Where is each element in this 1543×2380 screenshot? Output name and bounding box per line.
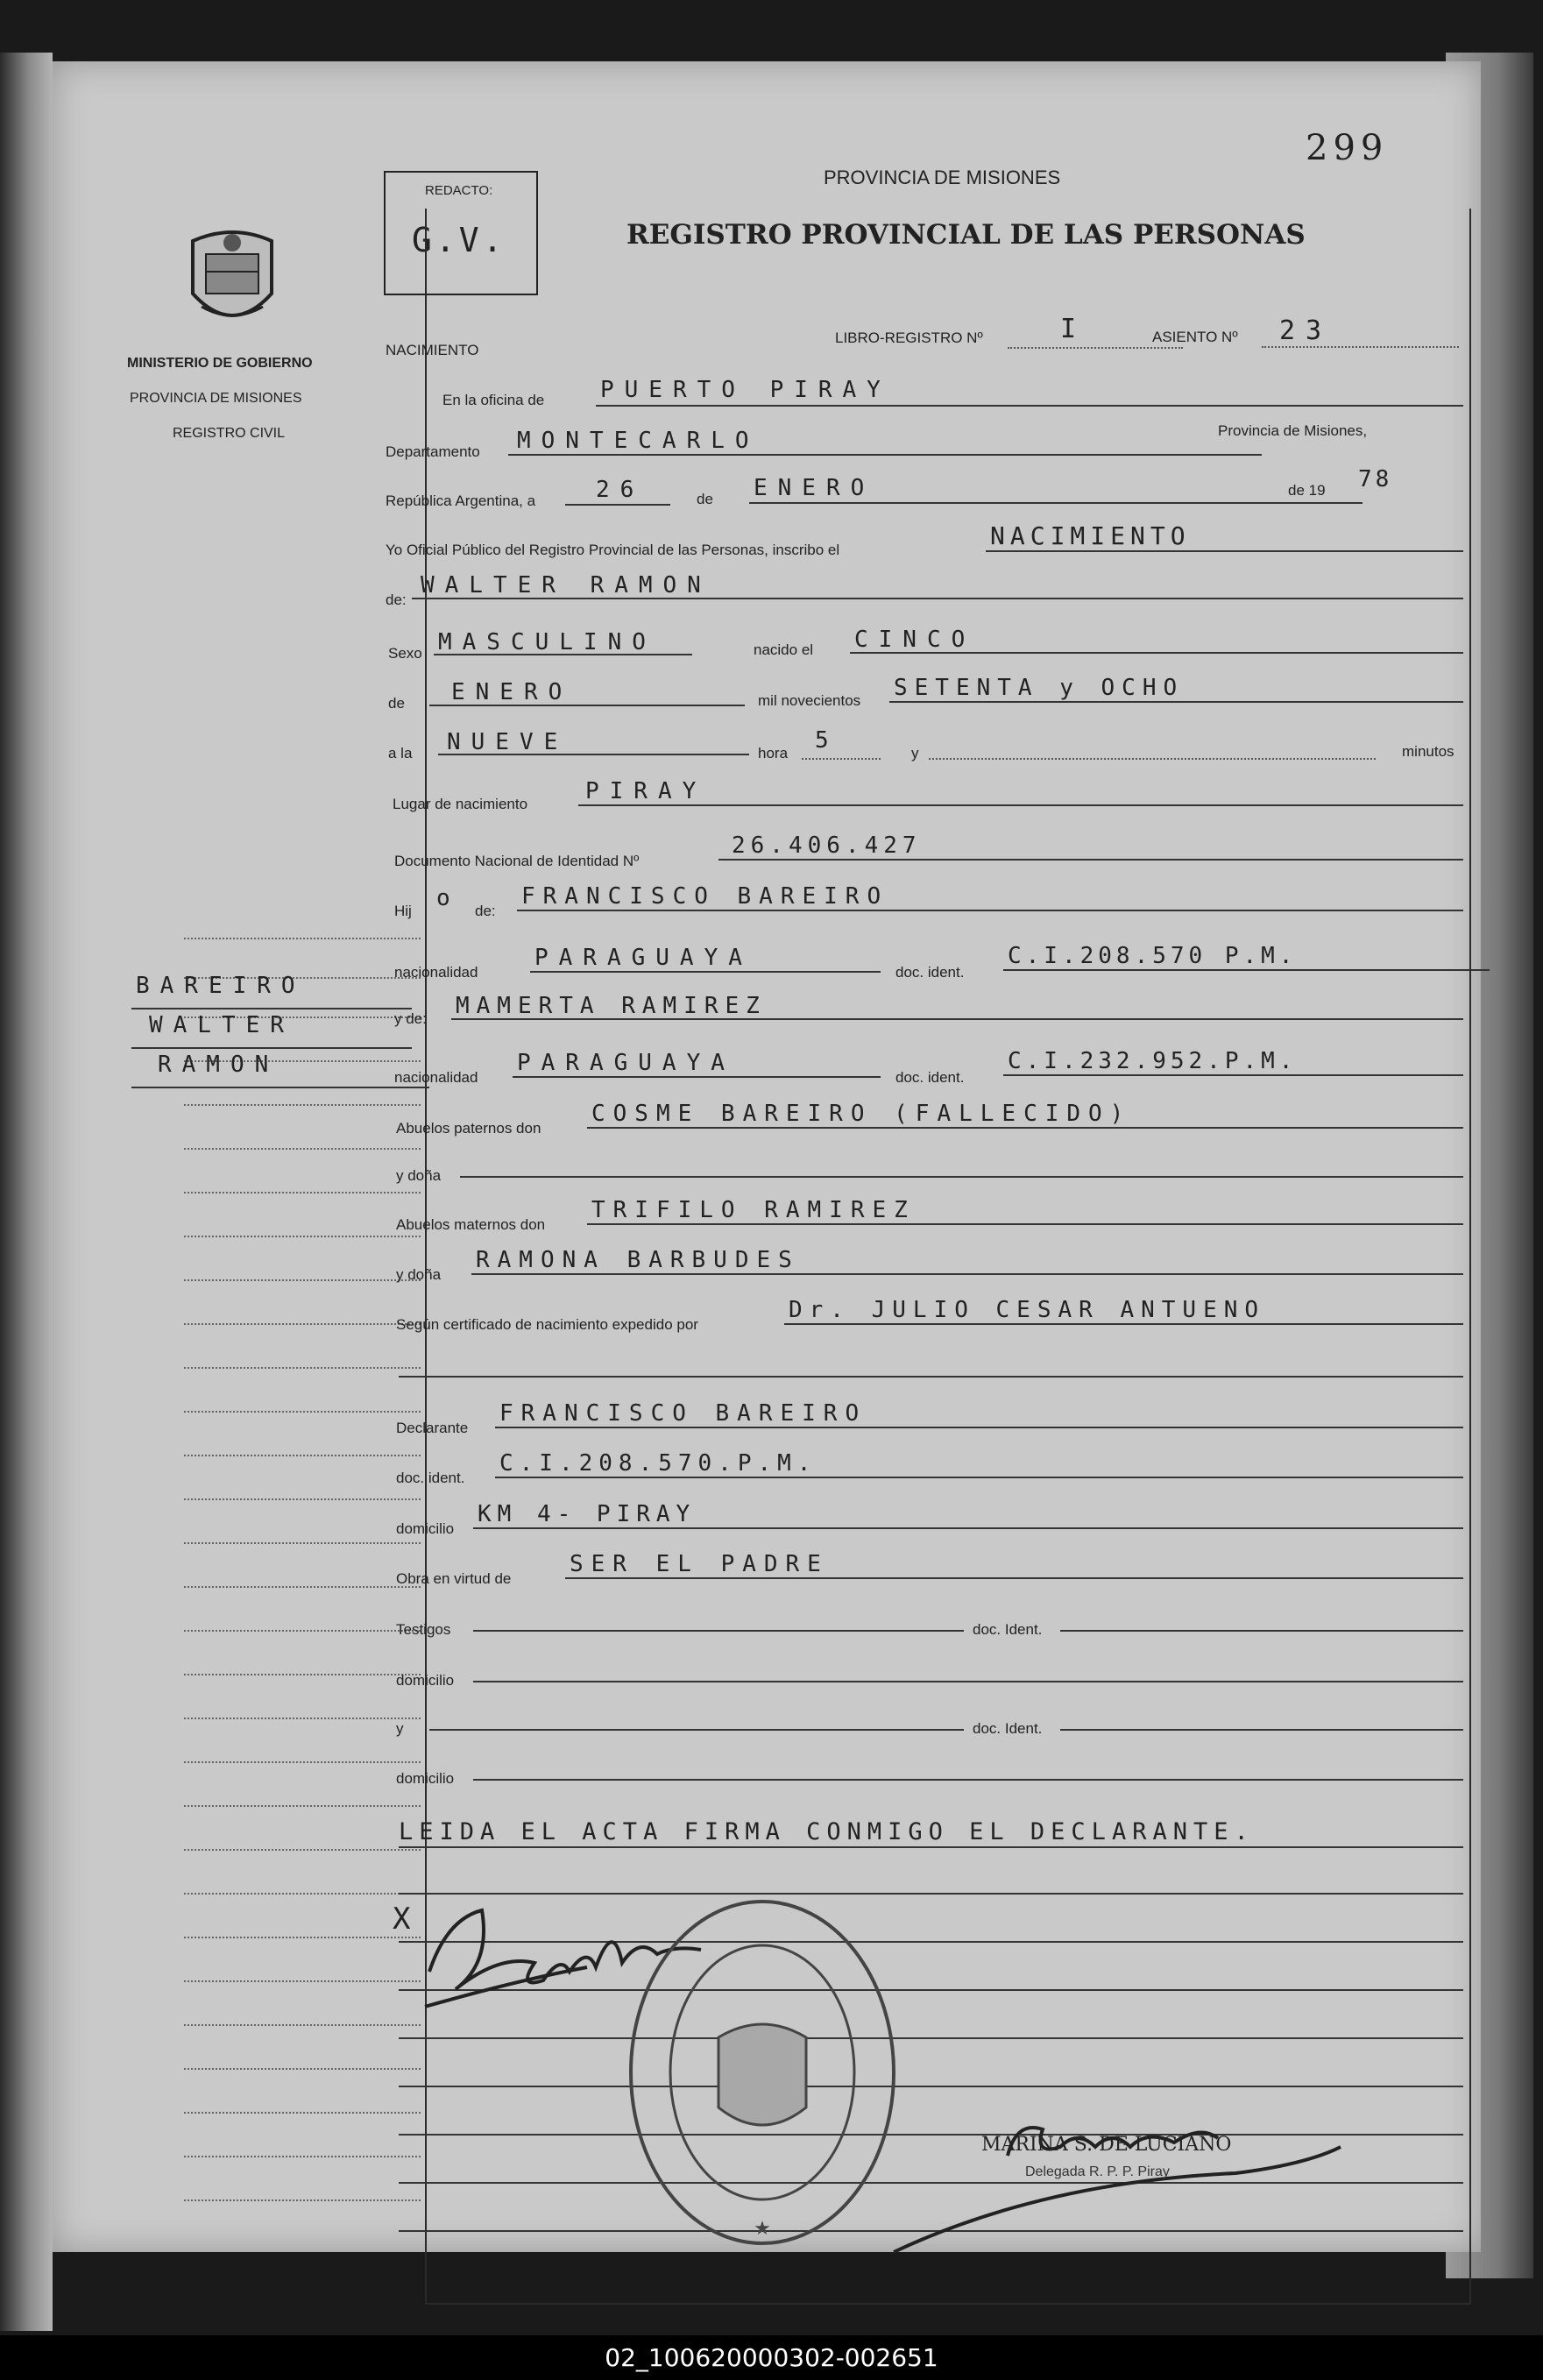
margin-line <box>184 938 421 939</box>
ala-label: a la <box>388 745 413 761</box>
margin-line <box>184 1674 421 1675</box>
lugar-label: Lugar de nacimiento <box>393 796 528 812</box>
obra-label: Obra en virtud de <box>396 1570 512 1587</box>
testigos-docident-label: doc. Ident. <box>973 1621 1043 1638</box>
domicilio-label: domicilio <box>396 1520 455 1537</box>
asiento-label: ASIENTO Nº <box>1152 329 1238 345</box>
margin-line <box>184 1411 421 1413</box>
provincia-label: Provincia de Misiones, <box>1218 422 1368 439</box>
declarante-value: FRANCISCO BAREIRO <box>499 1400 867 1427</box>
book-spine <box>0 53 53 2331</box>
dni-value: 26.406.427 <box>732 832 922 859</box>
certificado-label: Según certificado de nacimiento expedido por <box>396 1316 698 1333</box>
minutos-line <box>929 758 1376 760</box>
header-title: REGISTRO PROVINCIAL DE LAS PERSONAS <box>626 219 1306 251</box>
margin-line <box>184 1279 421 1281</box>
margin-surname: BAREIRO <box>136 973 306 999</box>
hora-line <box>802 758 881 760</box>
nacido-mes-line <box>429 705 745 706</box>
domicilio2-line <box>473 1681 1463 1682</box>
nacido-label: nacido el <box>754 641 814 658</box>
de-year-label: de 19 <box>1288 482 1326 499</box>
padre-nacionalidad-label: nacionalidad <box>394 964 478 981</box>
redacto-value: G.V. <box>412 221 506 259</box>
sexo-line <box>434 654 692 655</box>
provincial-seal-icon <box>184 223 280 337</box>
left-header-ministry: MINISTERIO DE GOBIERNO <box>127 356 313 371</box>
madre-line <box>451 1018 1463 1020</box>
madre-doc-value: C.I.232.952.P.M. <box>1008 1048 1298 1074</box>
padre-doc-value: C.I.208.570 P.M. <box>1008 943 1298 969</box>
certificado-line <box>784 1323 1463 1325</box>
left-header-registry: REGISTRO CIVIL <box>173 426 286 441</box>
margin-line <box>184 1761 421 1763</box>
dni-line <box>718 859 1463 861</box>
padre-docident-label: doc. ident. <box>895 964 965 981</box>
margin-line <box>184 1586 421 1588</box>
margin-name1: WALTER <box>149 1012 294 1038</box>
y-label: y <box>911 745 919 761</box>
dni-label: Documento Nacional de Identidad Nº <box>394 853 640 869</box>
nacido-mes-value: ENERO <box>451 679 573 705</box>
abuelos-maternos-label: Abuelos maternos don <box>396 1216 546 1233</box>
margin-line <box>184 2199 421 2201</box>
abuelo-paterno-value: COSME BAREIRO (FALLECIDO) <box>591 1101 1132 1127</box>
declarante-doc-value: C.I.208.570.P.M. <box>499 1450 818 1477</box>
domicilio3-line <box>473 1779 1463 1781</box>
margin-line <box>184 1323 421 1325</box>
margin-line <box>184 1455 421 1456</box>
departamento-label: Departamento <box>386 443 480 460</box>
hora-value: 5 <box>815 727 839 754</box>
acto-value: NACIMIENTO <box>990 521 1191 550</box>
madre-nacionalidad-value: PARAGUAYA <box>517 1050 735 1076</box>
left-header-province: PROVINCIA DE MISIONES <box>130 391 302 406</box>
madre-nacionalidad-label: nacionalidad <box>394 1069 478 1086</box>
dia-line <box>565 504 670 506</box>
sexo-label: Sexo <box>388 645 422 662</box>
margin-line <box>184 2112 421 2114</box>
anio-value: SETENTA y OCHO <box>894 675 1185 701</box>
asiento-line <box>1262 346 1459 348</box>
sign-x-mark: X <box>393 1902 421 1937</box>
margin-line <box>184 1236 421 1237</box>
madre-docident-label: doc. ident. <box>895 1069 965 1086</box>
margin-line <box>184 1849 421 1851</box>
padre-line <box>517 910 1463 911</box>
hijo-value: o <box>436 885 461 911</box>
y2-label: y <box>396 1720 404 1737</box>
libro-line <box>1008 347 1183 349</box>
abuela-materna-value: RAMONA BARBUDES <box>476 1247 800 1273</box>
madre-doc-line <box>1003 1074 1463 1076</box>
yde-label: y de: <box>394 1010 427 1027</box>
mil-label: mil novecientos <box>758 692 861 709</box>
certificado-line-2 <box>399 1376 1463 1378</box>
section-label: NACIMIENTO <box>386 342 479 358</box>
margin-line <box>184 1980 421 1982</box>
padre-value: FRANCISCO BAREIRO <box>521 883 889 910</box>
margin-line <box>184 2068 421 2070</box>
margin-line <box>184 2156 421 2157</box>
margin-line <box>184 1148 421 1150</box>
lugar-value: PIRAY <box>585 778 707 804</box>
declarante-line <box>495 1427 1463 1428</box>
oficial-label: Yo Oficial Público del Registro Provincial de las Personas, inscribo el <box>386 542 840 558</box>
y2-line <box>429 1729 964 1731</box>
official-name: MARINA S. DE LUCIANO <box>981 2134 1232 2156</box>
dona-materna-label: y doña <box>396 1266 442 1283</box>
margin-line <box>184 1542 421 1544</box>
official-title: Delegada R. P. P. Piray <box>1025 2164 1170 2179</box>
sexo-value: MASCULINO <box>438 629 656 655</box>
acto-line <box>986 550 1463 552</box>
abuelos-paternos-label: Abuelos paternos don <box>396 1120 541 1137</box>
certificado-value: Dr. JULIO CESAR ANTUENO <box>789 1297 1266 1323</box>
mes-value: ENERO <box>754 475 875 501</box>
margin-line <box>184 1498 421 1500</box>
margin-underline <box>131 1008 412 1009</box>
margin-line <box>184 1937 421 1938</box>
document-id-footer: 02_100620000302-002651 <box>0 2335 1543 2380</box>
ala-value: NUEVE <box>447 729 569 755</box>
madre-nac-line <box>513 1076 881 1078</box>
dia-value: 26 <box>596 477 645 503</box>
nombre-line <box>412 598 1463 599</box>
obra-line <box>565 1577 1463 1579</box>
libro-label: LIBRO-REGISTRO Nº <box>835 329 983 346</box>
svg-text:★: ★ <box>754 2218 771 2240</box>
lugar-line <box>578 804 1463 806</box>
year-value: 78 <box>1358 466 1393 492</box>
margin-underline <box>131 1087 429 1088</box>
domicilio3-label: domicilio <box>396 1770 455 1787</box>
domicilio-value: KM 4- PIRAY <box>478 1501 697 1527</box>
hijo-de-label: de: <box>475 903 496 919</box>
margin-line <box>184 1718 421 1719</box>
testigos-line <box>473 1630 964 1632</box>
header-province: PROVINCIA DE MISIONES <box>824 166 1061 188</box>
dona-paterna-label: y doña <box>396 1167 442 1184</box>
departamento-line <box>508 454 1262 456</box>
de-mes-label: de <box>388 695 405 712</box>
official-stamp <box>622 1888 902 2256</box>
de-nombre-label: de: <box>386 591 407 608</box>
margin-name2: RAMON <box>158 1052 280 1078</box>
oficina-line <box>596 405 1463 407</box>
testigos2-docident-label: doc. Ident. <box>973 1720 1043 1737</box>
departamento-value: MONTECARLO <box>517 428 760 454</box>
document-page <box>53 61 1481 2252</box>
republica-label: República Argentina, a <box>386 492 536 509</box>
abuelo-pat-line <box>587 1127 1463 1129</box>
testigos2-doc-line <box>1060 1729 1463 1731</box>
padre-nac-line <box>530 971 881 973</box>
page-number: 299 <box>1306 128 1389 168</box>
dona-pat-line <box>460 1176 1463 1178</box>
closing-line <box>399 1846 1463 1848</box>
domicilio2-label: domicilio <box>396 1672 455 1689</box>
mes-line <box>749 502 1363 504</box>
redacto-label: REDACTO: <box>425 183 493 198</box>
hijo-label: Hij <box>394 903 412 919</box>
libro-value: I <box>1060 314 1087 344</box>
nombre-value: WALTER RAMON <box>421 572 711 599</box>
abuelo-mat-line <box>587 1223 1463 1225</box>
nacido-line <box>850 652 1463 654</box>
testigos-doc-line <box>1060 1630 1463 1632</box>
obra-value: SER EL PADRE <box>570 1551 829 1577</box>
declarante-label: Declarante <box>396 1420 469 1436</box>
margin-line <box>184 1630 421 1632</box>
hora-label: hora <box>758 745 789 761</box>
de-label: de <box>697 491 713 507</box>
margin-line <box>184 1805 421 1807</box>
padre-nacionalidad-value: PARAGUAYA <box>534 945 753 971</box>
asiento-value: 23 <box>1279 315 1333 346</box>
testigos-label: Testigos <box>396 1621 451 1638</box>
margin-line <box>184 1192 421 1194</box>
margin-underline <box>131 1047 412 1049</box>
oficina-value: PUERTO PIRAY <box>600 377 891 403</box>
madre-value: MAMERTA RAMIREZ <box>456 993 767 1019</box>
padre-doc-line <box>1003 969 1490 971</box>
abuela-mat-line <box>471 1273 1463 1275</box>
anio-line <box>889 701 1463 703</box>
blank-line <box>399 2037 1463 2039</box>
margin-line <box>184 1893 421 1895</box>
margin-line <box>184 1104 421 1106</box>
margin-line <box>184 1367 421 1369</box>
minutos-label: minutos <box>1402 743 1455 760</box>
abuelo-materno-value: TRIFILO RAMIREZ <box>591 1197 916 1223</box>
ala-line <box>438 754 749 755</box>
closing-text: LEIDA EL ACTA FIRMA CONMIGO EL DECLARANTE. <box>399 1818 1255 1845</box>
declarante-docident-label: doc. ident. <box>396 1470 465 1486</box>
domicilio-line <box>473 1527 1463 1529</box>
declarante-doc-line <box>495 1477 1463 1478</box>
nacido-value: CINCO <box>854 627 976 653</box>
oficina-label: En la oficina de <box>442 392 545 408</box>
margin-line <box>184 2024 421 2026</box>
